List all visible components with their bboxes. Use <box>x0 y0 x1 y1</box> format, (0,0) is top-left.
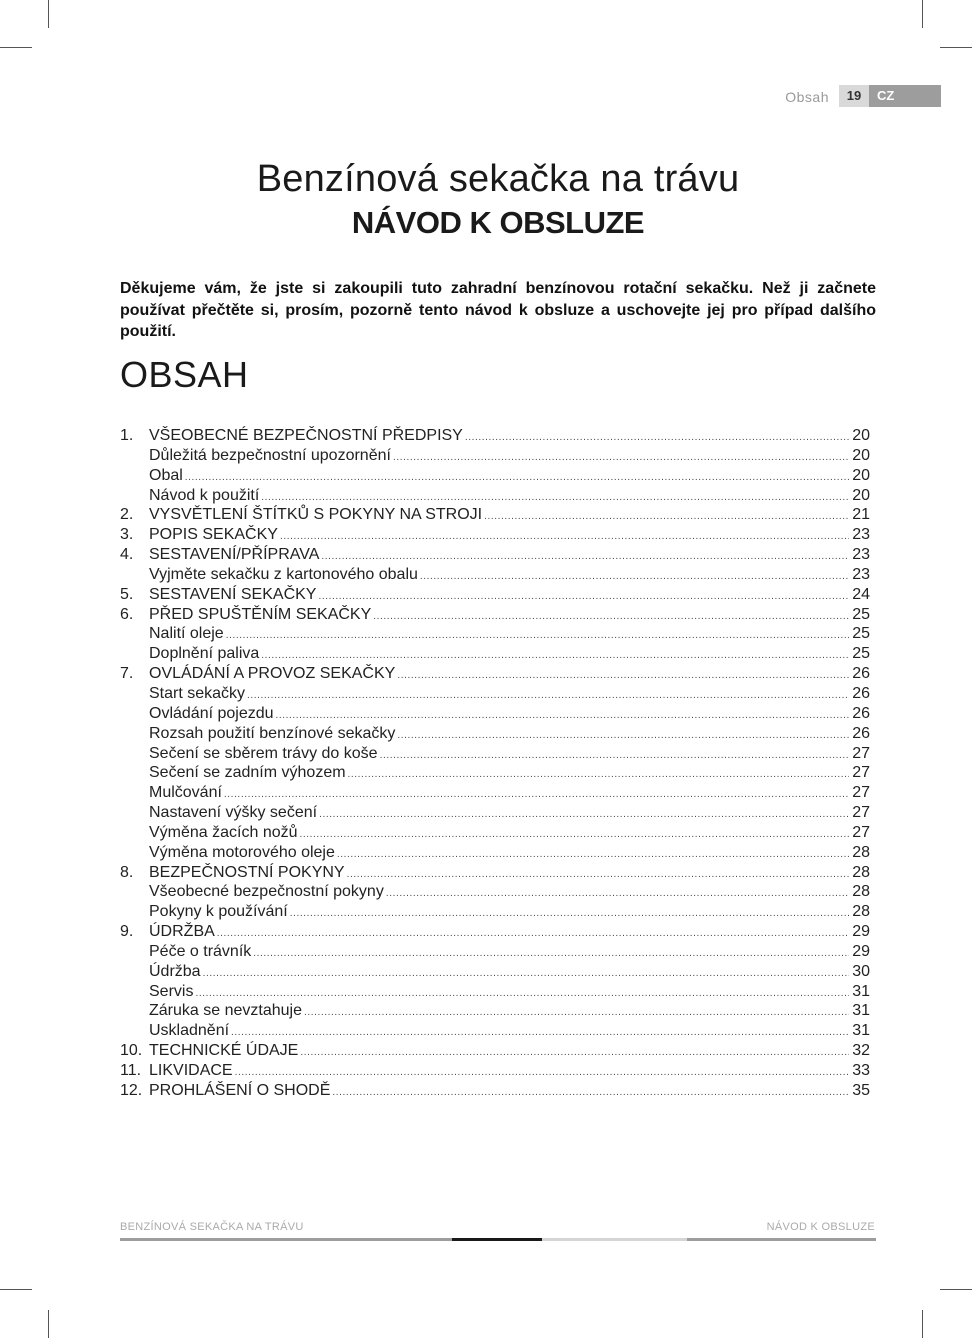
toc-entry-page: 25 <box>852 625 870 643</box>
toc-entry-page: 33 <box>852 1062 870 1079</box>
header-page-number: 19 <box>839 85 869 107</box>
toc-entry-line <box>149 426 870 448</box>
toc-entry[interactable] <box>120 962 870 982</box>
toc-entry[interactable] <box>120 763 870 783</box>
toc-entry-label: ÚDRŽBA <box>149 923 215 941</box>
toc-entry-label: Sečení se zadním výhozem <box>149 764 346 782</box>
crop-mark <box>48 0 49 28</box>
toc-entry-page: 21 <box>852 506 870 524</box>
toc-entry-page: 28 <box>852 883 870 901</box>
toc-entry-page: 31 <box>852 982 870 1000</box>
table-of-contents <box>120 426 870 1101</box>
toc-entry-line <box>149 1041 870 1063</box>
toc-entry[interactable] <box>120 565 870 585</box>
toc-entry[interactable] <box>120 525 870 545</box>
toc-entry-page: 29 <box>852 942 870 960</box>
toc-entry[interactable] <box>120 902 870 922</box>
toc-entry-page: 32 <box>852 1042 870 1060</box>
crop-mark <box>922 1310 923 1338</box>
toc-entry-line <box>149 605 870 627</box>
toc-entry-label: Mulčování <box>149 784 222 802</box>
toc-entry-label: PROHLÁŠENÍ O SHODĚ <box>149 1081 331 1099</box>
toc-entry[interactable] <box>120 942 870 962</box>
toc-entry[interactable] <box>120 724 870 744</box>
toc-entry-label: Rozsah použití benzínové sekačky <box>149 724 396 742</box>
toc-entry-line <box>149 684 870 706</box>
toc-entry-page: 20 <box>852 466 870 484</box>
toc-entry-line <box>149 1001 870 1023</box>
toc-entry-label: LIKVIDACE <box>149 1062 233 1079</box>
toc-entry-number: 9. <box>120 923 134 941</box>
toc-entry[interactable] <box>120 684 870 704</box>
toc-entry-line <box>149 744 870 766</box>
toc-entry-label: POPIS SEKAČKY <box>149 526 278 544</box>
toc-entry[interactable] <box>120 783 870 803</box>
toc-entry[interactable] <box>120 863 870 883</box>
toc-entry-line <box>149 1081 870 1103</box>
header-section-title: Obsah <box>785 89 829 105</box>
toc-entry-label: VŠEOBECNÉ BEZPEČNOSTNÍ PŘEDPISY <box>149 427 463 444</box>
toc-entry-line <box>149 545 870 567</box>
toc-entry-line <box>149 823 870 845</box>
toc-entry-label: Péče o trávník <box>149 942 252 960</box>
toc-entry-number: 1. <box>120 427 134 444</box>
toc-entry-label: Servis <box>149 982 194 1000</box>
toc-entry-page: 27 <box>852 804 870 822</box>
toc-entry[interactable] <box>120 426 870 446</box>
toc-entry-page: 20 <box>852 427 870 444</box>
toc-entry[interactable] <box>120 823 870 843</box>
toc-entry-label: Uskladnění <box>149 1022 230 1040</box>
toc-entry-line <box>149 962 870 984</box>
toc-entry-label: Ovládání pojezdu <box>149 704 274 722</box>
toc-entry-line <box>149 942 870 964</box>
crop-mark <box>940 47 972 48</box>
toc-entry-line <box>149 863 870 885</box>
document-subtitle: NÁVOD K OBSLUZE <box>351 205 645 240</box>
toc-entry-label: Nastavení výšky sečení <box>149 804 318 822</box>
toc-entry-line <box>149 803 870 825</box>
intro-paragraph: Děkujeme vám, že jste si zakoupili tuto zahradní benzínovou rotační sekačku. Než ji začnete používat přečtěte si, prosím, pozorně tento návod k obsluze a uschovejte jej pro případ dalšího použití. <box>120 280 876 340</box>
toc-entry[interactable] <box>120 505 870 525</box>
toc-entry[interactable] <box>120 664 870 684</box>
crop-mark <box>922 0 923 28</box>
toc-entry-page: 27 <box>852 744 870 762</box>
toc-entry-number: 2. <box>120 506 134 524</box>
toc-entry-line <box>149 922 870 944</box>
toc-entry-page: 26 <box>852 724 870 742</box>
toc-entry-page: 23 <box>852 526 870 544</box>
toc-entry-line <box>149 982 870 1004</box>
toc-entry-page: 27 <box>852 823 870 841</box>
toc-entry-line <box>149 664 870 686</box>
header-language-tag: CZ <box>869 85 941 107</box>
toc-entry-label: Výměna motorového oleje <box>149 843 335 861</box>
toc-entry-label: Návod k použití <box>149 486 260 504</box>
toc-entry[interactable] <box>120 803 870 823</box>
toc-entry-page: 30 <box>852 962 870 980</box>
toc-entry-line <box>149 1061 870 1083</box>
toc-entry[interactable] <box>120 486 870 506</box>
toc-entry-line <box>149 882 870 904</box>
toc-entry-line <box>149 902 870 924</box>
toc-entry-label: Údržba <box>149 962 201 980</box>
toc-entry-page: 26 <box>852 665 870 683</box>
toc-entry-number: 10. <box>120 1042 143 1060</box>
toc-entry[interactable] <box>120 1061 870 1081</box>
toc-entry-page: 23 <box>852 565 870 583</box>
toc-entry[interactable] <box>120 1021 870 1041</box>
toc-entry-line <box>149 466 870 488</box>
toc-entry[interactable] <box>120 982 870 1002</box>
toc-leader-dots <box>332 1083 849 1103</box>
toc-entry-line <box>149 585 870 607</box>
toc-entry[interactable] <box>120 882 870 902</box>
toc-entry-line <box>149 446 870 468</box>
toc-entry-label: PŘED SPUŠTĚNÍM SEKAČKY <box>149 605 372 623</box>
toc-heading: OBSAH <box>120 354 249 395</box>
toc-entry-line <box>149 624 870 646</box>
toc-entry[interactable] <box>120 466 870 486</box>
toc-entry-page: 28 <box>852 843 870 861</box>
toc-entry-line <box>149 704 870 726</box>
footer-rule-accent <box>452 1238 542 1241</box>
crop-mark <box>940 1289 972 1290</box>
footer-right-text: NÁVOD K OBSLUZE <box>766 1221 875 1233</box>
toc-entry-line <box>149 486 870 508</box>
toc-entry[interactable] <box>120 1081 870 1101</box>
toc-entry-page: 27 <box>852 784 870 802</box>
toc-entry-page: 27 <box>852 764 870 782</box>
toc-entry-page: 26 <box>852 684 870 702</box>
toc-entry[interactable] <box>120 843 870 863</box>
toc-entry-number: 12. <box>120 1081 143 1099</box>
toc-entry-line <box>149 1021 870 1043</box>
toc-entry-label: SESTAVENÍ/PŘÍPRAVA <box>149 546 320 564</box>
toc-entry-line <box>149 724 870 746</box>
toc-entry-number: 5. <box>120 585 134 603</box>
footer-rule-light <box>542 1238 687 1241</box>
toc-entry-label: Pokyny k používání <box>149 903 288 921</box>
toc-entry-label: Nalití oleje <box>149 625 224 643</box>
toc-entry[interactable] <box>120 704 870 724</box>
toc-entry-page: 28 <box>852 863 870 881</box>
toc-entry-page: 23 <box>852 546 870 564</box>
toc-entry[interactable] <box>120 1001 870 1021</box>
toc-entry[interactable] <box>120 744 870 764</box>
toc-entry-label: Doplnění paliva <box>149 645 260 663</box>
toc-entry-label: VYSVĚTLENÍ ŠTÍTKŮ S POKYNY NA STROJI <box>149 506 483 524</box>
footer-rule <box>120 1238 876 1241</box>
toc-entry-page: 35 <box>852 1081 870 1099</box>
toc-entry-line <box>149 783 870 805</box>
toc-entry[interactable] <box>120 1041 870 1061</box>
toc-entry-label: Sečení se sběrem trávy do koše <box>149 744 378 762</box>
toc-entry-label: Záruka se nevztahuje <box>149 1002 302 1020</box>
crop-mark <box>48 1310 49 1338</box>
toc-entry-label: Důležitá bezpečnostní upozornění <box>149 446 391 464</box>
toc-entry-page: 29 <box>852 923 870 941</box>
toc-entry-page: 20 <box>852 446 870 464</box>
toc-entry[interactable] <box>120 446 870 466</box>
toc-entry-page: 20 <box>852 486 870 504</box>
toc-entry-page: 25 <box>852 605 870 623</box>
toc-entry-number: 7. <box>120 665 134 683</box>
toc-entry-label: Všeobecné bezpečnostní pokyny <box>149 883 384 901</box>
toc-entry-number: 3. <box>120 526 134 544</box>
toc-entry-label: Obal <box>149 466 183 484</box>
document-title: Benzínová sekačka na trávu <box>256 158 740 200</box>
toc-entry-label: Vyjměte sekačku z kartonového obalu <box>149 565 418 583</box>
toc-entry-page: 31 <box>852 1022 870 1040</box>
toc-entry[interactable] <box>120 922 870 942</box>
toc-entry-page: 26 <box>852 704 870 722</box>
toc-entry-page: 24 <box>852 585 870 603</box>
toc-entry-number: 6. <box>120 605 134 623</box>
toc-entry[interactable] <box>120 585 870 605</box>
toc-entry-number: 4. <box>120 546 134 564</box>
toc-entry-label: BEZPEČNOSTNÍ POKYNY <box>149 863 345 881</box>
footer-left-text: BENZÍNOVÁ SEKAČKA NA TRÁVU <box>120 1221 304 1233</box>
toc-entry-number: 8. <box>120 863 134 881</box>
toc-entry-label: TECHNICKÉ ÚDAJE <box>149 1042 299 1060</box>
toc-entry[interactable] <box>120 605 870 625</box>
toc-entry[interactable] <box>120 545 870 565</box>
toc-entry-line <box>149 505 870 527</box>
toc-entry-label: Výměna žacích nožů <box>149 823 298 841</box>
toc-entry-label: OVLÁDÁNÍ A PROVOZ SEKAČKY <box>149 665 396 683</box>
toc-entry-number: 11. <box>120 1062 142 1079</box>
toc-entry-line <box>149 763 870 785</box>
toc-entry-page: 31 <box>852 1002 870 1020</box>
toc-entry-page: 25 <box>852 645 870 663</box>
page-header <box>0 85 972 107</box>
toc-entry-line <box>149 843 870 865</box>
toc-entry-line <box>149 644 870 666</box>
toc-entry-line <box>149 525 870 547</box>
toc-entry[interactable] <box>120 644 870 664</box>
crop-mark <box>0 47 32 48</box>
toc-entry-label: SESTAVENÍ SEKAČKY <box>149 585 317 603</box>
crop-mark <box>0 1289 32 1290</box>
toc-entry-label: Start sekačky <box>149 684 246 702</box>
toc-entry[interactable] <box>120 624 870 644</box>
toc-entry-line <box>149 565 870 587</box>
toc-entry-page: 28 <box>852 903 870 921</box>
